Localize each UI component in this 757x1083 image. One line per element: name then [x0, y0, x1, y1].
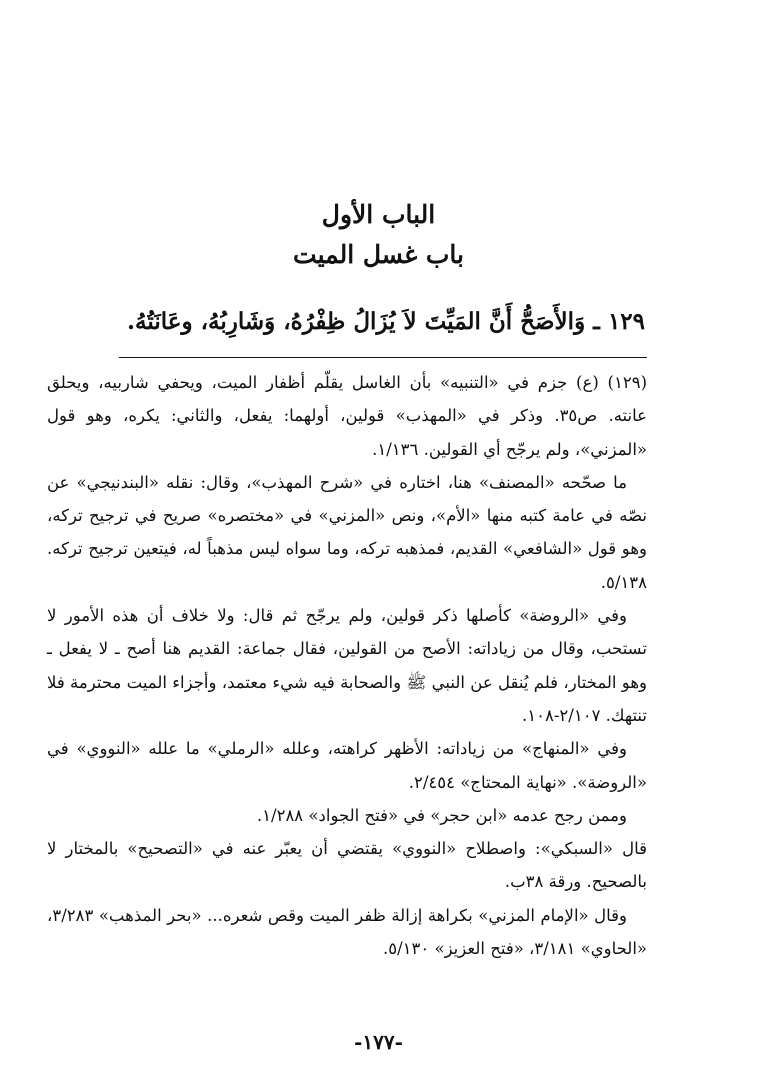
- commentary-block: [47, 366, 647, 965]
- commentary-paragraph: وفي «المنهاج» من زياداته: الأظهر كراهته، وعلله «الرملي» ما علله «النووي» في «الروضة». «نهاية المحتاج» ٢/٤٥٤.: [47, 739, 647, 792]
- main-text: ١٢٩ ـ وَالأَصَحُّ أَنَّ المَيِّتَ لاَ يُزَالُ ظِفْرُهُ، وَشَارِبُهُ، وعَانَتُهُ.: [127, 308, 645, 335]
- commentary-paragraph: ما صحّحه «المصنف» هنا، اختاره في «شرح المهذب»، وقال: نقله «البندنيجي» عن نصّه في عامة كتبه منها «الأم»، ونص «المزني» في «مختصره» صريح في ترجيح تركه، وهو قول «الشافعي» القديم، فمذهبه تركه، وما سواه ليس مذهباً له، فيتعين ترجيح تركه. ٥/١٣٨.: [47, 472, 647, 592]
- section-title: باب غسل الميت: [293, 240, 464, 269]
- commentary-paragraph: وممن رجح عدمه «ابن حجر» في «فتح الجواد» ١/٢٨٨.: [256, 805, 627, 825]
- footnote-divider: [119, 357, 647, 358]
- page-number: -١٧٧-: [354, 1030, 403, 1054]
- commentary-paragraph: قال «السبكي»: واصطلاح «النووي» يقتضي أن يعبّر عنه في «التصحيح» بالمختار لا بالصحيح. ورقة ٣٨ب.: [47, 839, 647, 892]
- commentary-paragraph: (١٢٩) (ع) جزم في «التنبيه» بأن الغاسل يقلّم أظفار الميت، ويحفي شاربيه، ويحلق عانته. ص٣٥. وذكر في «المهذب» قولين، أولهما: يفعل، والثاني: يكره، وهو قول «المزني»، ولم يرجّح أي القولين. ١/١٣٦.: [47, 373, 647, 459]
- commentary-paragraph: وقال «الإمام المزني» بكراهة إزالة ظفر الميت وقص شعره... «بحر المذهب» ٣/٢٨٣، «الحاوي» ٣/١٨١، «فتح العزيز» ٥/١٣٠.: [47, 905, 647, 959]
- chapter-title: الباب الأول: [321, 200, 436, 229]
- commentary-paragraph: وفي «الروضة» كأصلها ذكر قولين، ولم يرجّح ثم قال: ولا خلاف أن هذه الأمور لا تستحب، وقال من زياداته: الأصح من القولين، فقال جماعة: القديم هنا أصح ـ لا يفعل ـ وهو المختار، فلم يُنقل عن النبي ﷺ والصحابة فيه شيء معتمد، وأجزاء الميت محترمة فلا تنتهك. ٢/١٠٧-١٠٨.: [47, 606, 647, 725]
